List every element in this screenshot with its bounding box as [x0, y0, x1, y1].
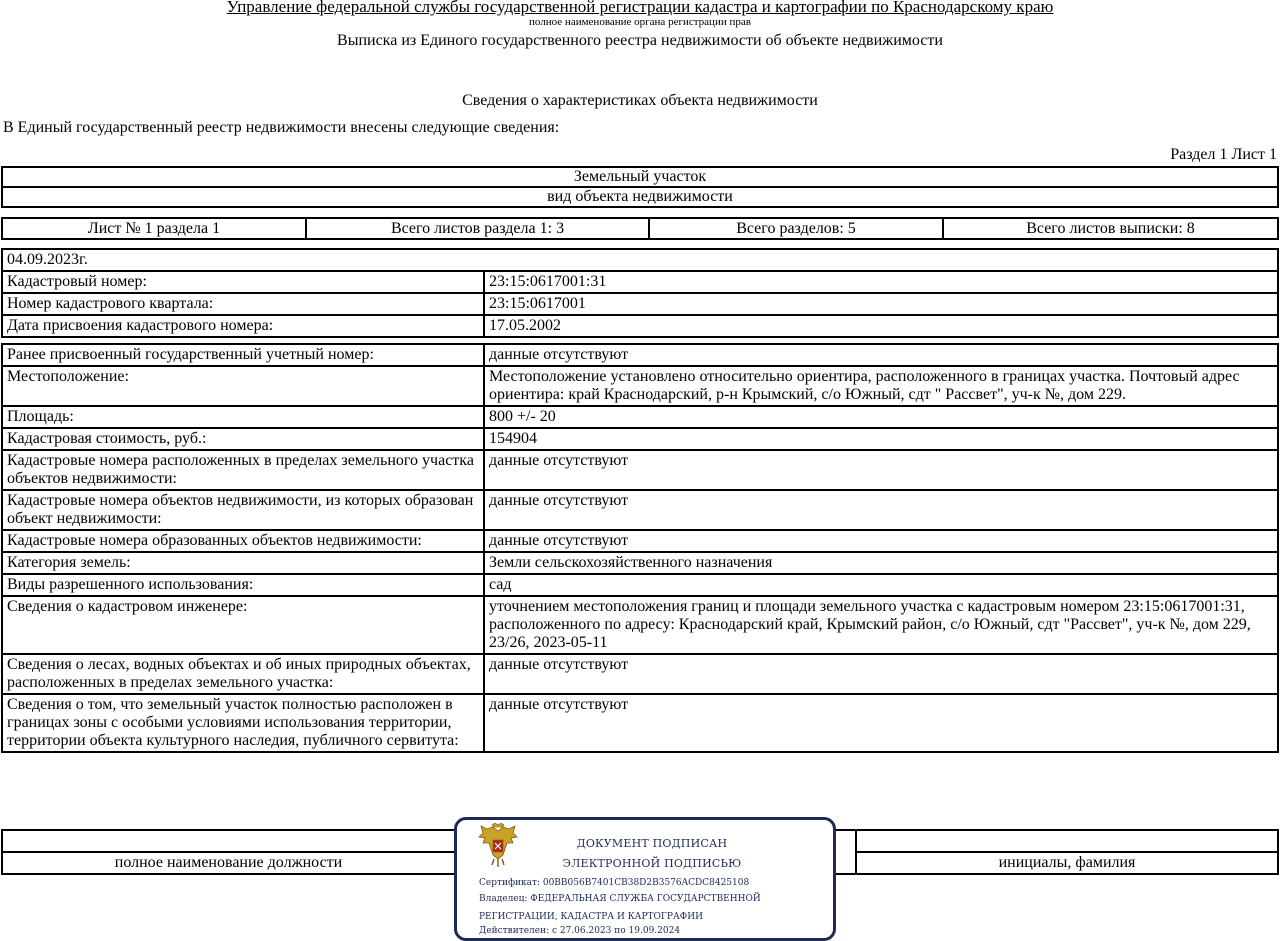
- table-row: [2, 596, 1278, 654]
- object-type-value: Земельный участок: [2, 167, 1278, 187]
- stamp-title-line1: ДОКУМЕНТ ПОДПИСАН: [576, 837, 728, 850]
- section-heading: Сведения о характеристиках объекта недвижимости: [462, 92, 818, 109]
- position-caption: полное наименование должности: [2, 852, 455, 874]
- object-type-table: [1, 166, 1279, 208]
- total-sheets-section: Всего листов раздела 1: 3: [306, 218, 649, 239]
- sheet-info-table: [1, 217, 1279, 240]
- row-value: 154904: [484, 428, 1278, 450]
- table-row: [2, 694, 1278, 752]
- row-label: Ранее присвоенный государственный учетный номер:: [2, 344, 484, 366]
- table-row: [2, 574, 1278, 596]
- extract-date: 04.09.2023г.: [2, 249, 1278, 271]
- row-value: сад: [484, 574, 1278, 596]
- stamp-owner-line2: РЕГИСТРАЦИИ, КАДАСТРА И КАРТОГРАФИИ: [479, 912, 703, 922]
- object-type-caption: вид объекта недвижимости: [2, 187, 1278, 207]
- row-value: данные отсутствуют: [484, 694, 1278, 752]
- row-label: Номер кадастрового квартала:: [2, 293, 484, 315]
- table-row: [2, 344, 1278, 366]
- stamp-validity: Действителен: с 27.06.2023 по 19.09.2024: [479, 926, 681, 936]
- characteristics-table: [1, 343, 1279, 753]
- cadastral-id-table: [1, 248, 1279, 338]
- electronic-signature-stamp: [454, 817, 836, 941]
- row-value: 17.05.2002: [484, 315, 1278, 337]
- table-row: [2, 366, 1278, 406]
- table-row: [2, 490, 1278, 530]
- table-row: [2, 552, 1278, 574]
- row-value: данные отсутствуют: [484, 530, 1278, 552]
- row-label: Кадастровый номер:: [2, 271, 484, 293]
- row-label: Кадастровые номера объектов недвижимости, из которых образован объект недвижимости:: [2, 490, 484, 530]
- row-label: Сведения о том, что земельный участок полностью расположен в границах зоны с особыми условиями использования территории, территории объекта культурного наследия, публичного сервитута:: [2, 694, 484, 752]
- table-row: [2, 654, 1278, 694]
- registry-authority-name: Управление федеральной службы государственной регистрации кадастра и картографии по Краснодарскому краю: [226, 0, 1054, 16]
- authority-caption: полное наименование органа регистрации прав: [529, 16, 751, 28]
- name-caption: инициалы, фамилия: [856, 852, 1278, 874]
- row-value: уточнением местоположения границ и площади земельного участка с кадастровым номером 23:15:0617001:31, расположенного по адресу: Краснодарский край, Крымский район, с/о Южный, сдт "Рассвет", уч-к №, дом 229, 23/26, 2023-05-11: [484, 596, 1278, 654]
- name-field: [856, 830, 1278, 852]
- row-value: Земли сельскохозяйственного назначения: [484, 552, 1278, 574]
- row-label: Кадастровые номера расположенных в пределах земельного участка объектов недвижимости:: [2, 450, 484, 490]
- stamp-title-line2: ЭЛЕКТРОННОЙ ПОДПИСЬЮ: [562, 857, 742, 870]
- row-value: 23:15:0617001:31: [484, 271, 1278, 293]
- row-value: 23:15:0617001: [484, 293, 1278, 315]
- row-label: Кадастровая стоимость, руб.:: [2, 428, 484, 450]
- row-label: Кадастровые номера образованных объектов недвижимости:: [2, 530, 484, 552]
- row-label: Сведения о лесах, водных объектах и об иных природных объектах, расположенных в пределах земельного участка:: [2, 654, 484, 694]
- total-sheets-extract: Всего листов выписки: 8: [943, 218, 1278, 239]
- intro-text: В Единый государственный реестр недвижимости внесены следующие сведения:: [3, 119, 560, 136]
- row-value: данные отсутствуют: [484, 450, 1278, 490]
- row-label: Дата присвоения кадастрового номера:: [2, 315, 484, 337]
- position-field: [2, 830, 455, 852]
- row-label: Сведения о кадастровом инженере:: [2, 596, 484, 654]
- table-row: [2, 450, 1278, 490]
- table-row: [2, 315, 1278, 337]
- table-row: [2, 530, 1278, 552]
- row-label: Площадь:: [2, 406, 484, 428]
- row-value: данные отсутствуют: [484, 344, 1278, 366]
- row-label: Местоположение:: [2, 366, 484, 406]
- extract-title: Выписка из Единого государственного реестра недвижимости об объекте недвижимости: [337, 32, 943, 49]
- row-value: 800 +/- 20: [484, 406, 1278, 428]
- table-row: [2, 428, 1278, 450]
- row-value: Местоположение установлено относительно ориентира, расположенного в границах участка. Почтовый адрес ориентира: край Краснодарский, р-н Крымский, с/о Южный, сдт " Рассвет", уч-к №, дом 229.: [484, 366, 1278, 406]
- row-label: Виды разрешенного использования:: [2, 574, 484, 596]
- table-row: [2, 406, 1278, 428]
- table-row: [2, 271, 1278, 293]
- sheet-number: Лист № 1 раздела 1: [2, 218, 306, 239]
- stamp-owner-line1: Владелец: ФЕДЕРАЛЬНАЯ СЛУЖБА ГОСУДАРСТВЕННОЙ: [479, 894, 761, 904]
- total-sections: Всего разделов: 5: [649, 218, 943, 239]
- row-value: данные отсутствуют: [484, 654, 1278, 694]
- row-value: данные отсутствуют: [484, 490, 1278, 530]
- stamp-certificate: Сертификат: 00BB056B7401CB38D2B3576ACDC8425108: [479, 878, 750, 888]
- section-sheet-label: Раздел 1 Лист 1: [1170, 146, 1277, 163]
- row-label: Категория земель:: [2, 552, 484, 574]
- table-row: [2, 293, 1278, 315]
